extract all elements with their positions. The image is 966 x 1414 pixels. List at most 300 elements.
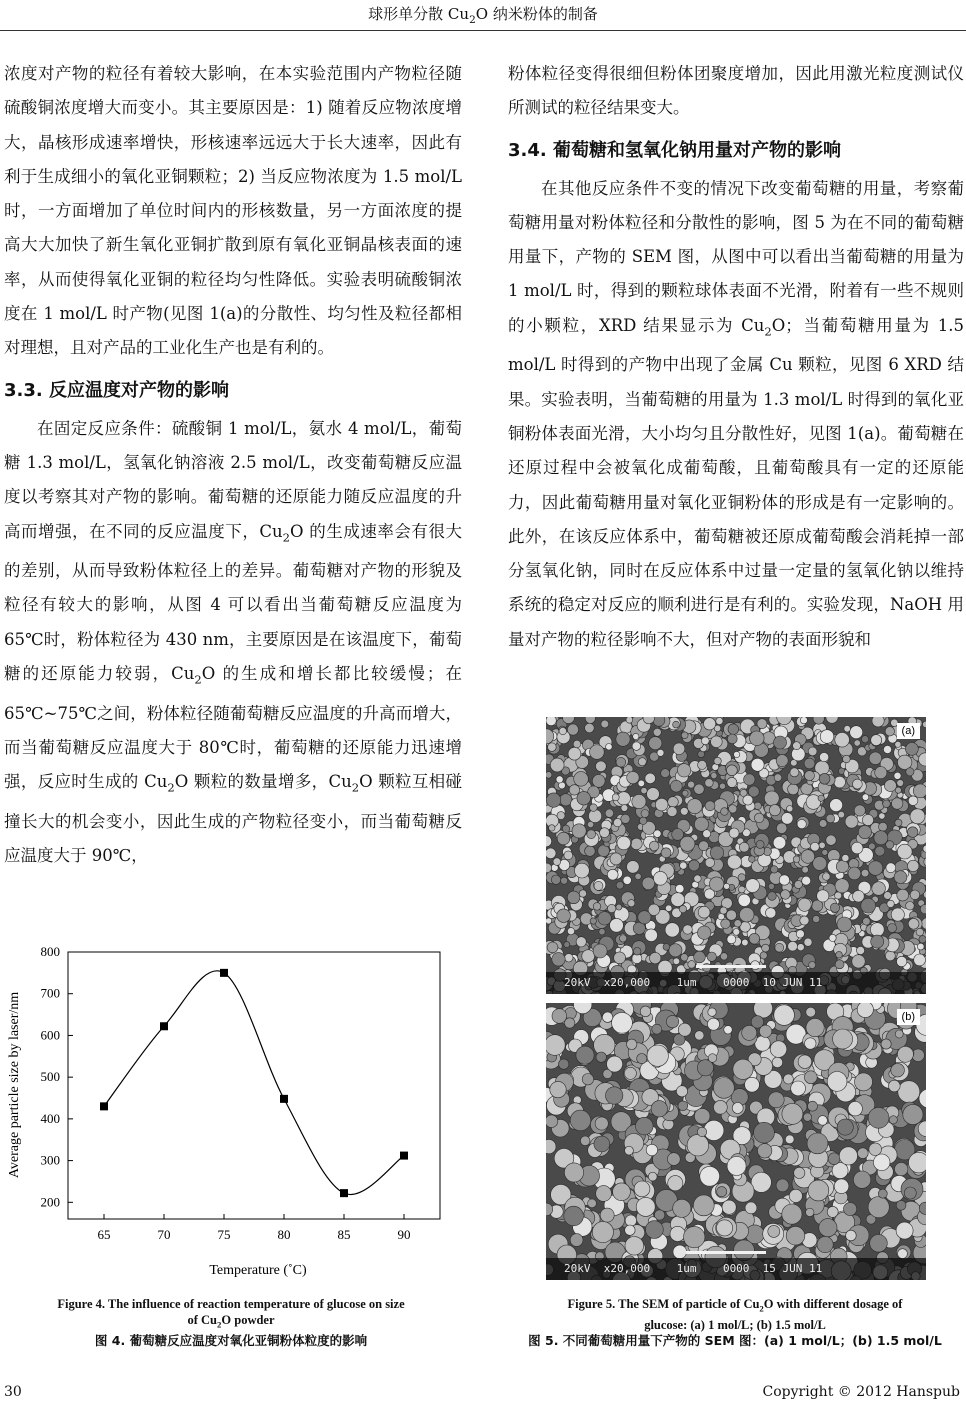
sem-particle xyxy=(862,794,869,801)
sem-particle xyxy=(652,1024,662,1034)
sem-particle xyxy=(811,842,820,851)
sem-particle xyxy=(694,875,701,882)
sem-particle xyxy=(548,743,557,752)
sem-particle xyxy=(848,867,861,880)
sem-particle xyxy=(624,1067,636,1079)
sem-particle xyxy=(837,1119,853,1135)
sem-particle xyxy=(775,943,784,952)
sem-particle xyxy=(727,935,736,944)
header-title: 球形单分散 Cu xyxy=(368,5,470,23)
sem-particle xyxy=(727,1157,746,1176)
sem-particle xyxy=(663,944,670,951)
sem-particle xyxy=(886,863,896,873)
sem-particle xyxy=(868,1197,889,1218)
sem-particle xyxy=(770,1041,787,1058)
sem-particle xyxy=(684,1226,705,1247)
sem-particle xyxy=(804,938,812,946)
sem-particle xyxy=(594,1136,610,1152)
sem-particle xyxy=(726,910,736,920)
sem-particle xyxy=(756,840,764,848)
sem-particle xyxy=(794,880,802,888)
sem-particle xyxy=(908,796,918,806)
sem-particle xyxy=(851,842,863,854)
sem-particle xyxy=(786,1226,805,1245)
figure-4-caption-cn: 图 4. 葡萄糖反应温度对氧化亚铜粉体粒度的影响 xyxy=(94,1332,368,1348)
sem-particle xyxy=(892,798,903,809)
sem-particle xyxy=(826,835,836,845)
sem-particle xyxy=(666,1015,678,1027)
sem-particle xyxy=(673,1245,687,1259)
sem-particle xyxy=(835,879,849,893)
sem-particle xyxy=(729,828,739,838)
sem-particle xyxy=(564,851,573,860)
sem-particle xyxy=(601,720,609,728)
sem-particle xyxy=(914,954,926,966)
sem-particle xyxy=(701,737,709,745)
sem-particle xyxy=(621,814,630,823)
sem-image-b xyxy=(546,1003,926,1280)
sem-particle xyxy=(556,776,563,783)
left-paragraph-1: 浓度对产物的粒径有着较大影响，在本实验范围内产物粒径随硫酸铜浓度增大而变小。其主要原因是：1) 随着反应物浓度增大，晶核形成速率增快，形核速率远远大于长大速率，因此有利于生成细小的氧化亚铜颗粒；2) 当反应物浓度为 1.5 mol/L 时，一方面增加了单位时间内的形核数量，另一方面浓度的提高大大加快了新生氧化亚铜扩散到原有氧化亚铜晶核表面的速率，从而使得氧化亚铜的粒径均匀性降低。实验表明硫酸铜浓度在 1 mol/L 时产物(见图 1(a)的分散性、均匀性及粒径都相对理想，且对产品的工业化生产也是有利的。 xyxy=(4,64,462,358)
y-tick-label: 600 xyxy=(40,1027,60,1043)
sem-particle xyxy=(766,908,776,918)
sem-particle xyxy=(708,1008,716,1016)
sem-particle xyxy=(625,1225,635,1235)
data-point xyxy=(160,1022,168,1030)
sem-particle xyxy=(727,777,737,787)
sem-particle xyxy=(703,830,711,838)
sem-particle xyxy=(633,733,639,739)
sem-particle xyxy=(813,915,820,922)
sem-particle xyxy=(908,860,919,871)
sem-particle xyxy=(836,860,848,872)
sem-particle xyxy=(883,800,891,808)
sem-particle xyxy=(724,1026,732,1034)
sem-particle xyxy=(549,825,555,831)
sem-particle xyxy=(771,866,778,873)
sem-particle xyxy=(888,924,897,933)
sem-particle xyxy=(803,1113,811,1121)
sem-particle xyxy=(587,830,596,839)
sem-particle xyxy=(906,902,915,911)
sem-particle xyxy=(661,769,670,778)
sem-particle xyxy=(787,806,793,812)
sem-particle xyxy=(694,784,704,794)
sem-particle xyxy=(568,747,581,760)
sem-particle xyxy=(796,930,804,938)
sem-particle xyxy=(734,751,740,757)
sem-particle xyxy=(714,1100,728,1114)
data-point xyxy=(100,1102,108,1110)
sem-particle xyxy=(897,1046,913,1062)
sem-particle xyxy=(759,1025,771,1037)
sem-panel-label-b: (b) xyxy=(897,1009,920,1025)
sem-particle xyxy=(720,907,727,914)
sem-particle xyxy=(837,917,852,932)
sem-particle xyxy=(612,794,619,801)
sem-particle xyxy=(919,936,926,943)
sem-particle xyxy=(651,1101,667,1117)
sem-particle xyxy=(557,832,570,845)
sem-particle xyxy=(855,1073,873,1091)
sem-particle xyxy=(807,1133,828,1154)
sem-particle xyxy=(836,951,843,958)
sem-particle xyxy=(733,929,740,936)
sem-particle xyxy=(681,732,688,739)
sem-particle xyxy=(593,944,607,958)
sem-particle xyxy=(709,877,723,891)
sem-particle xyxy=(819,773,830,784)
sem-scale-bar-a xyxy=(696,965,766,968)
sem-particle xyxy=(776,755,788,767)
x-tick-label: 80 xyxy=(277,1227,291,1242)
sem-particle xyxy=(588,1199,597,1208)
sem-particle xyxy=(798,1055,812,1069)
x-tick-label: 70 xyxy=(157,1227,171,1242)
sem-particle xyxy=(721,919,731,929)
sem-particle xyxy=(738,874,746,882)
sem-particle xyxy=(813,856,827,870)
data-point xyxy=(280,1095,288,1103)
sem-particle xyxy=(818,1116,828,1126)
sem-particle xyxy=(613,818,621,826)
sem-particle xyxy=(667,1153,680,1166)
sem-particle xyxy=(891,1063,905,1077)
sem-particle xyxy=(913,784,926,798)
x-tick-label: 75 xyxy=(217,1227,231,1242)
sem-particle xyxy=(655,798,668,811)
header-rule xyxy=(0,30,966,31)
sem-particle xyxy=(678,1023,691,1036)
sem-particle xyxy=(868,861,883,876)
sem-particle xyxy=(682,790,688,796)
sem-particle xyxy=(834,1179,849,1194)
sem-particle xyxy=(694,817,708,831)
sem-particle xyxy=(705,779,713,787)
sem-particle xyxy=(613,1183,631,1201)
copyright: Copyright © 2012 Hanspub xyxy=(762,1384,960,1400)
sem-particle xyxy=(773,836,786,849)
sem-particle xyxy=(804,1071,817,1084)
sem-particle xyxy=(625,1146,634,1155)
sem-particle xyxy=(788,784,799,795)
sem-particle xyxy=(806,1208,814,1216)
sem-particle xyxy=(694,951,706,963)
sem-particle xyxy=(698,761,707,770)
sem-particle xyxy=(625,1237,644,1256)
sem-particle xyxy=(871,935,884,948)
sem-particle xyxy=(612,1012,633,1033)
sem-particle xyxy=(781,890,791,900)
sem-particle xyxy=(896,1200,906,1210)
sem-particle xyxy=(570,1110,591,1131)
sem-particle xyxy=(910,809,925,824)
sem-particle xyxy=(817,1237,833,1253)
sem-particle xyxy=(760,952,767,959)
sem-particle xyxy=(769,805,780,816)
sem-particle xyxy=(805,771,815,781)
y-tick-label: 300 xyxy=(40,1152,60,1168)
plot-frame xyxy=(68,952,440,1219)
sem-particle xyxy=(700,1166,720,1186)
sem-particle xyxy=(565,954,573,962)
sem-particle xyxy=(839,1147,857,1165)
sem-particle xyxy=(889,1080,901,1092)
sem-particle xyxy=(845,815,858,828)
sem-info-bar-a: 20kV x20,000 1um 0000 10 JUN 11 xyxy=(546,972,926,994)
sem-particle xyxy=(616,732,630,746)
sem-particle xyxy=(832,1163,848,1179)
sem-particle xyxy=(550,758,564,772)
sem-particle xyxy=(667,807,677,817)
sem-particle xyxy=(595,1117,608,1130)
sem-particle xyxy=(854,740,860,746)
sem-particle xyxy=(623,876,631,884)
sem-particle xyxy=(699,841,709,851)
sem-particle xyxy=(580,1136,590,1146)
sem-particle xyxy=(879,813,885,819)
sem-particle xyxy=(834,776,846,788)
sem-particle xyxy=(716,718,723,725)
sem-particle xyxy=(567,891,580,904)
sem-particle xyxy=(881,1039,891,1049)
sem-particle xyxy=(590,918,596,924)
sem-particle xyxy=(596,1186,612,1202)
sem-particle xyxy=(627,771,639,783)
sem-particle xyxy=(872,717,884,727)
left-column xyxy=(4,57,462,873)
sem-particles-a xyxy=(546,717,926,994)
sem-particle xyxy=(742,1025,757,1040)
sem-particle xyxy=(802,867,809,874)
sem-particle xyxy=(886,841,894,849)
sem-particle xyxy=(806,1007,816,1017)
sem-particle xyxy=(885,727,894,736)
sem-particle xyxy=(661,848,671,858)
sem-particles-b xyxy=(546,1003,926,1280)
sem-particle xyxy=(633,948,641,956)
sem-particle xyxy=(585,846,596,857)
sem-particle xyxy=(705,801,715,811)
sem-particle xyxy=(698,926,711,939)
x-tick-label: 65 xyxy=(97,1227,111,1242)
sem-particle xyxy=(727,734,737,744)
sem-particle xyxy=(863,918,871,926)
sem-particle xyxy=(897,844,912,859)
sem-panel-label-a: (a) xyxy=(897,723,920,739)
sem-particle xyxy=(833,1029,853,1049)
sem-particle xyxy=(714,1078,735,1099)
sem-particle xyxy=(722,1200,736,1214)
sem-particle xyxy=(619,935,626,942)
sem-particle xyxy=(649,737,662,750)
right-paragraph-2: 在其他反应条件不变的情况下改变葡萄糖的用量，考察葡萄糖用量对粉体粒径和分散性的影响，图 5 为在不同的葡萄糖用量下，产物的 SEM 图，从图中可以看出当葡萄糖的用量为 1 mol/L 时，得到的颗粒球体表面不光滑，附着有一些不规则的小颗粒，XRD 结果显示为 $Cu_2O$；当葡萄糖用量为 1.5 mol/L 时得到的产物中出现了金属 Cu 颗粒，见图 6 XRD 结果。实验表明，当葡萄糖的用量为 1.3 mol/L 时得到的氧化亚铜粉体表面光滑，大小均匀且分散性好，见图 1(a)。葡萄糖在还原过程中会被氧化成葡萄酸，且葡萄酸具有一定的还原能力，因此葡萄糖用量对氧化亚铜粉体的形成是有一定影响的。此外，在该反应体系中，葡萄糖被还原成葡萄酸会消耗掉一部分氢氧化钠，同时在反应体系中过量一定量的氢氧化钠以维持系统的稳定对反应的顺利进行是有利的。实验发现，NaOH 用量对产物的粒径影响不大，但对产物的表面形貌和 xyxy=(508,178,965,649)
sem-particle xyxy=(826,814,835,823)
sem-particle xyxy=(910,890,920,900)
sem-particle xyxy=(645,929,658,942)
sem-particle xyxy=(647,788,660,801)
sem-particle xyxy=(823,873,831,881)
sem-particle xyxy=(822,849,828,855)
sem-particle xyxy=(654,830,662,838)
sem-particle xyxy=(897,956,907,966)
sem-particle xyxy=(801,850,815,864)
sem-particle xyxy=(711,736,723,748)
sem-particle xyxy=(719,783,725,789)
sem-particle xyxy=(829,934,836,941)
sem-particle xyxy=(687,1134,709,1156)
sem-particle xyxy=(704,718,716,730)
sem-particle xyxy=(616,757,626,767)
sem-particle xyxy=(817,890,829,902)
sem-particle xyxy=(721,808,729,816)
sem-particle xyxy=(679,905,686,912)
sem-particle xyxy=(670,1226,685,1241)
sem-particle xyxy=(676,1086,687,1097)
sem-particle xyxy=(904,1187,916,1199)
sem-particle xyxy=(800,717,807,724)
sem-particle xyxy=(894,772,901,779)
sem-particle xyxy=(844,726,851,733)
sem-particle xyxy=(579,890,586,897)
sem-particle xyxy=(917,943,924,950)
sem-particle xyxy=(819,820,827,828)
sem-particle xyxy=(909,1152,927,1173)
sem-particle xyxy=(835,733,850,748)
sem-particle xyxy=(638,780,645,787)
sem-particle xyxy=(614,952,626,964)
sem-particle xyxy=(875,767,887,779)
sem-particle xyxy=(616,882,624,890)
sem-particle xyxy=(650,952,661,963)
sem-particle xyxy=(804,758,815,769)
figure-4-chart xyxy=(0,938,462,1280)
fit-curve xyxy=(104,971,404,1195)
sem-particle xyxy=(577,791,591,805)
sem-particle xyxy=(802,876,811,885)
sem-particle xyxy=(861,898,876,913)
sem-info-bar-b: 20kV x20,000 1um 0000 15 JUN 11 xyxy=(546,1258,926,1280)
sem-particle xyxy=(657,749,664,756)
sem-particle xyxy=(575,863,590,878)
y-tick-label: 500 xyxy=(40,1069,60,1085)
data-point xyxy=(340,1189,348,1197)
sem-particle xyxy=(642,877,655,890)
sem-particle xyxy=(830,799,843,812)
sem-particle xyxy=(798,898,811,911)
sem-particle xyxy=(794,1167,805,1178)
sem-particle xyxy=(854,805,865,816)
sem-particle xyxy=(745,1202,757,1214)
sem-particle xyxy=(621,805,628,812)
sem-particle xyxy=(551,875,560,884)
sem-particle xyxy=(688,781,695,788)
sem-particle xyxy=(546,717,556,726)
sem-particle xyxy=(600,1208,614,1222)
sem-particle xyxy=(668,1176,683,1191)
sem-particle xyxy=(582,950,595,963)
sem-particle xyxy=(640,1006,651,1017)
sem-particle xyxy=(576,1046,594,1064)
sem-particle xyxy=(869,752,882,765)
sem-particle xyxy=(916,928,924,936)
sem-particle xyxy=(873,1154,890,1171)
sem-particle xyxy=(689,860,700,871)
sem-particle xyxy=(749,933,760,944)
sem-particle xyxy=(681,954,688,961)
sem-particle xyxy=(857,1003,873,1018)
sem-particle xyxy=(688,961,696,969)
y-tick-label: 400 xyxy=(40,1110,60,1126)
sem-particle xyxy=(717,1187,727,1197)
sem-particle xyxy=(596,1052,606,1062)
sem-particle xyxy=(552,1009,567,1024)
sem-particle xyxy=(750,731,765,746)
sem-particle xyxy=(895,1030,903,1038)
sem-particle xyxy=(793,856,800,863)
sem-particle xyxy=(707,952,716,961)
sem-particle xyxy=(627,861,640,874)
sem-particle xyxy=(739,907,754,922)
sem-scale-bar-b xyxy=(686,1251,766,1254)
sem-particle xyxy=(574,772,589,787)
sem-particle xyxy=(896,1222,913,1239)
sem-particle xyxy=(645,773,656,784)
sem-particle xyxy=(562,825,569,832)
sem-particle xyxy=(891,908,904,921)
sem-particle xyxy=(638,911,651,924)
sem-particle xyxy=(774,774,782,782)
sem-particle xyxy=(665,923,679,937)
sem-particle xyxy=(738,886,745,893)
sem-particle xyxy=(564,1163,583,1182)
sem-particle xyxy=(895,819,902,826)
data-point xyxy=(400,1152,408,1160)
sem-particle xyxy=(772,1057,783,1068)
x-axis-label: Temperature (˚C) xyxy=(209,1263,307,1278)
sem-particle xyxy=(846,1230,857,1241)
sem-particle xyxy=(594,1034,615,1055)
y-tick-label: 200 xyxy=(40,1194,60,1210)
figure-5-caption-cn: 图 5. 不同葡萄糖用量下产物的 SEM 图：(a) 1 mol/L；(b) 1.5 mol/L xyxy=(528,1332,942,1348)
sem-particle xyxy=(906,768,914,776)
sem-particle xyxy=(848,1102,862,1116)
sem-particle xyxy=(762,944,770,952)
sem-particle xyxy=(668,797,679,808)
sem-particle xyxy=(768,892,777,901)
sem-particle xyxy=(751,758,764,771)
sem-particle xyxy=(853,1171,870,1188)
sem-particle xyxy=(754,813,764,823)
sem-particle xyxy=(607,1056,623,1072)
figure-5-caption-en-line2: glucose: (a) 1 mol/L; (b) 1.5 mol/L xyxy=(644,1317,826,1332)
sem-particle xyxy=(671,893,685,907)
sem-particle xyxy=(654,871,668,885)
sem-particle xyxy=(678,1101,688,1111)
sem-particle xyxy=(567,928,574,935)
sem-particle xyxy=(878,1189,887,1198)
sem-particle xyxy=(782,1204,802,1224)
sem-particle xyxy=(805,1038,816,1049)
sem-particle xyxy=(779,875,789,885)
chart-svg xyxy=(0,938,462,1280)
sem-particle xyxy=(625,1215,636,1226)
sem-particle xyxy=(835,960,844,969)
sem-particle xyxy=(793,742,801,750)
sem-particle xyxy=(546,793,560,807)
sem-particle xyxy=(600,828,610,838)
sem-particle xyxy=(673,958,680,965)
